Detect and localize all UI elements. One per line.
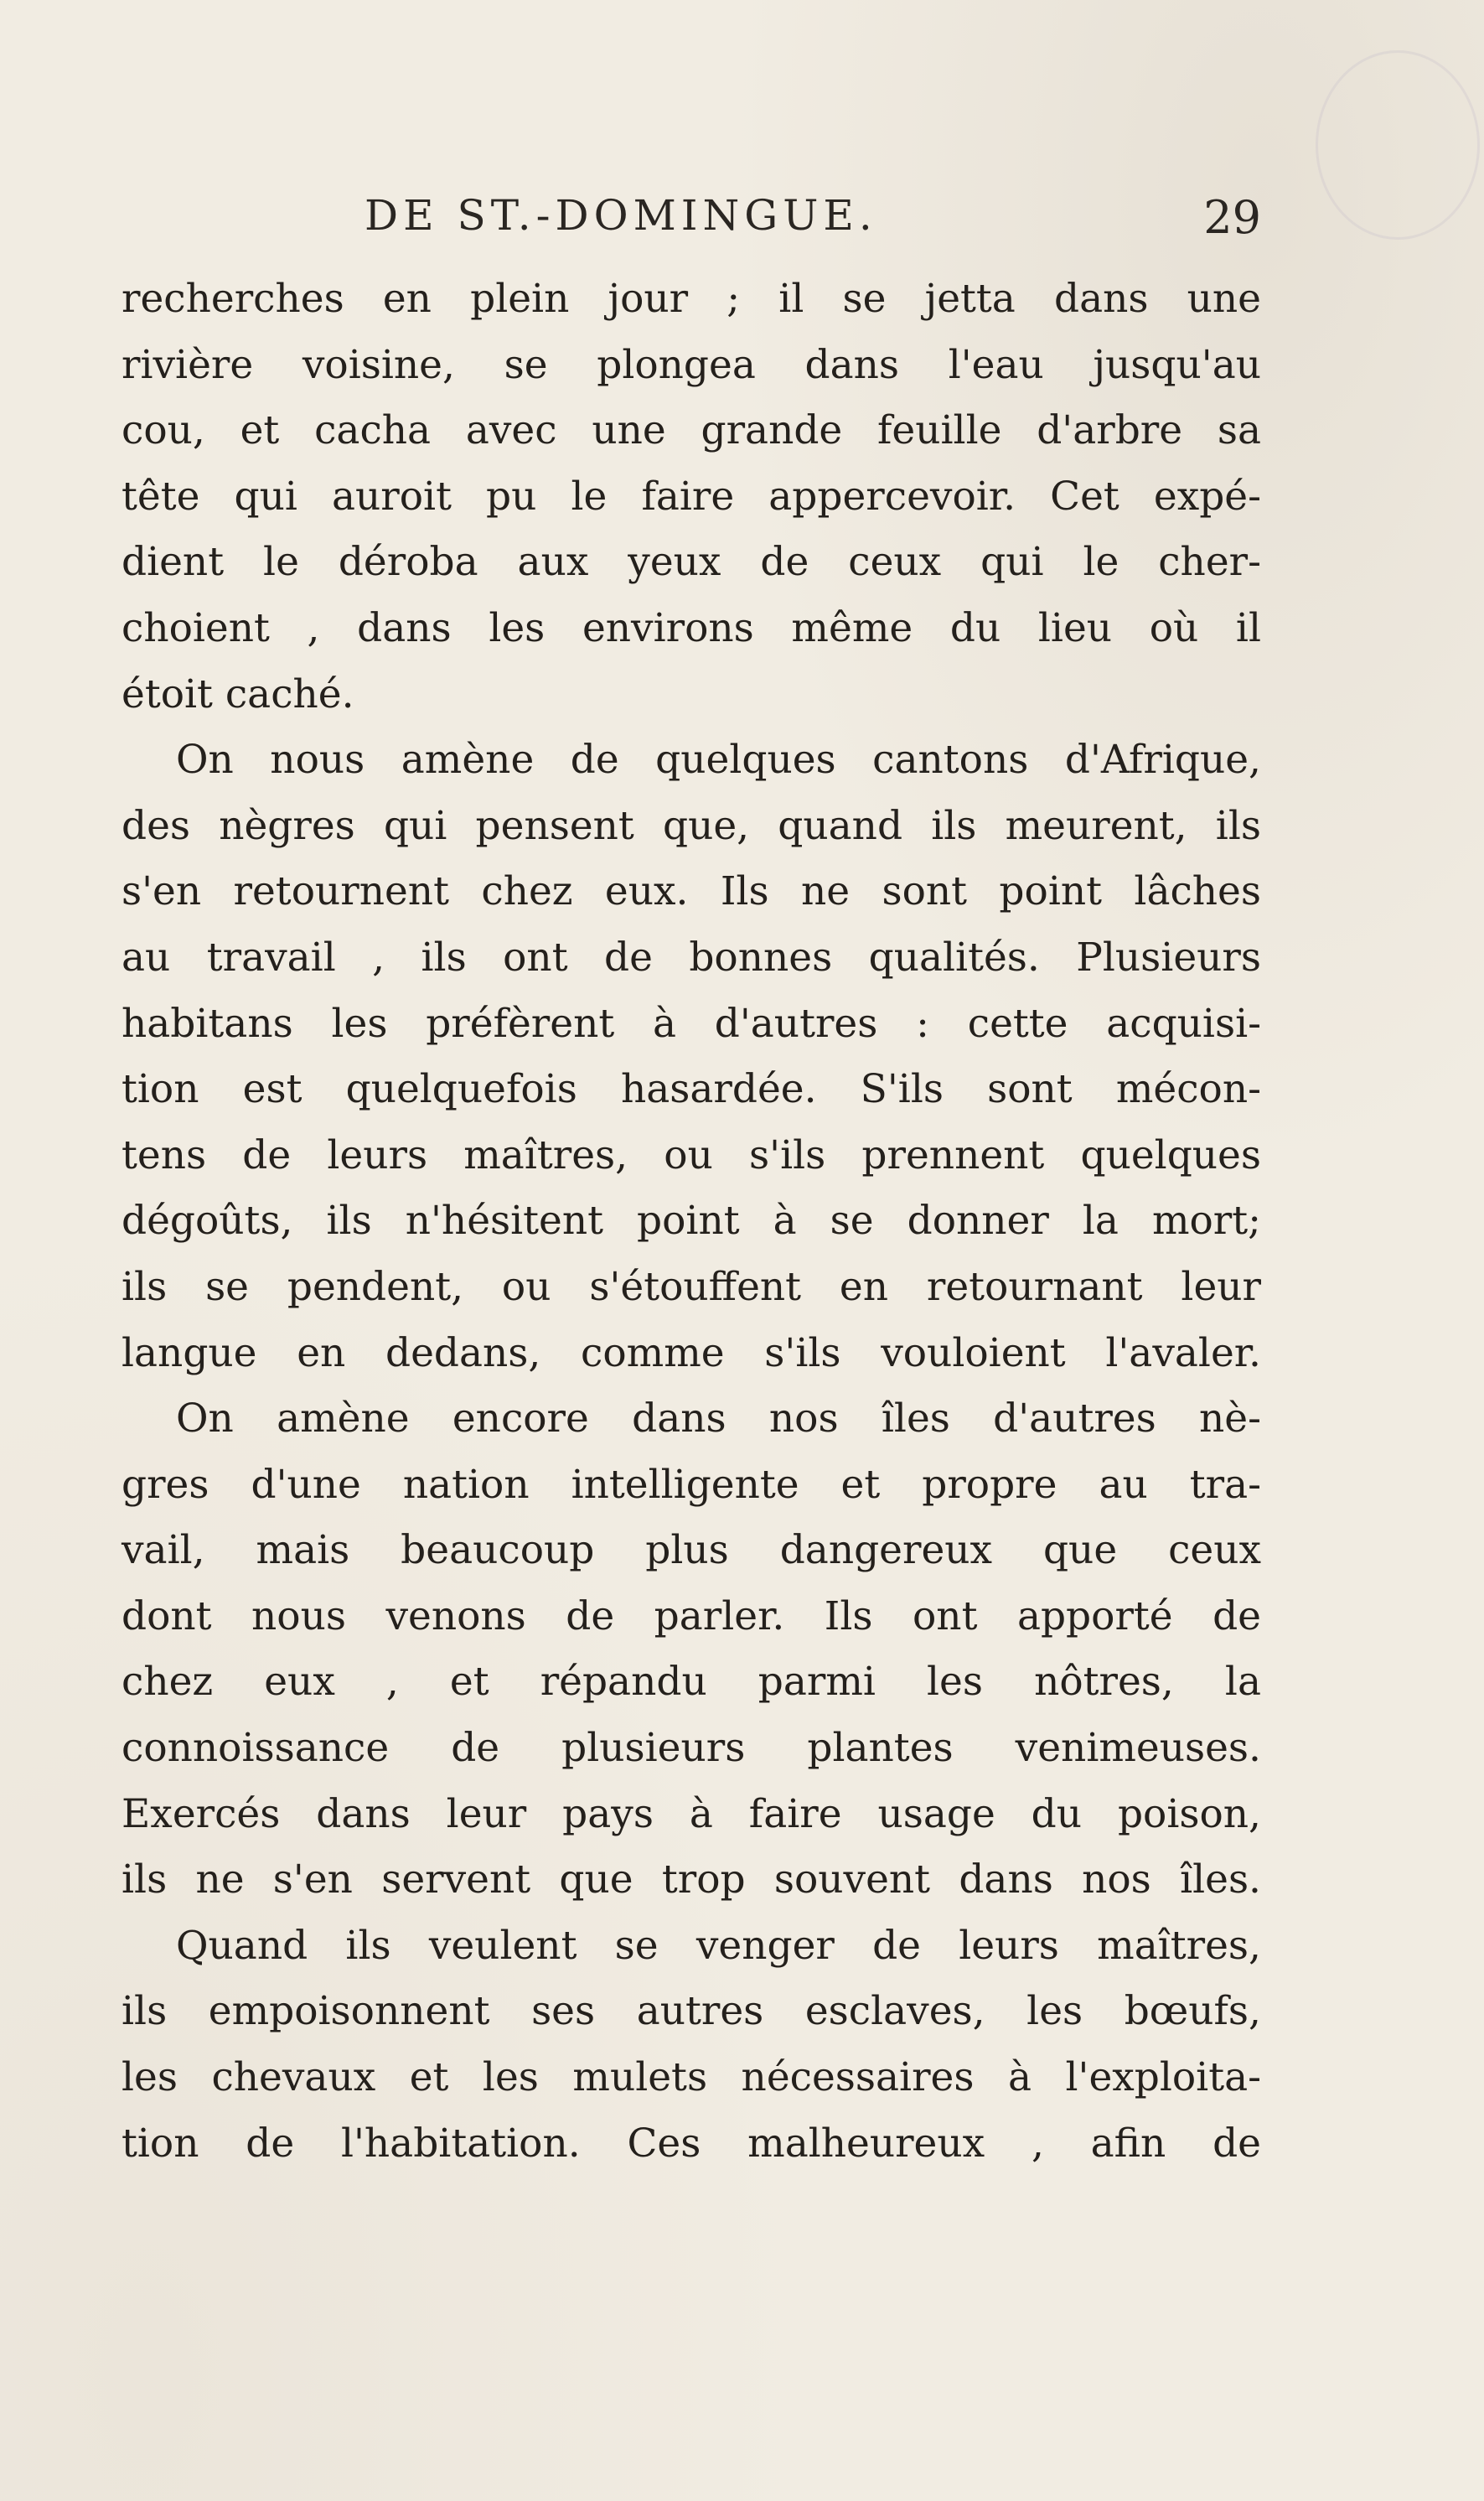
text-line: vail, mais beaucoup plus dangereux que ceux [122,1527,1261,1574]
text-line: au travail , ils ont de bonnes qualités. Plusieurs [122,934,1261,981]
text-line: s'en retournent chez eux. Ils ne sont point lâches [122,868,1261,915]
text-line: rivière voisine, se plongea dans l'eau jusqu'au [122,341,1261,388]
text-line: ils se pendent, ou s'étouffent en retournant leur [122,1263,1261,1310]
library-stamp-mark [1316,50,1480,240]
paragraph-start-line: On nous amène de quelques cantons d'Afrique, [176,737,1261,784]
text-line: ils ne s'en servent que trop souvent dans nos îles. [122,1856,1261,1903]
running-head: DE ST.-DOMINGUE. [365,191,877,240]
text-line: Exercés dans leur pays à faire usage du poison, [122,1790,1261,1837]
text-line: les chevaux et les mulets nécessaires à l'exploita- [122,2054,1261,2101]
text-line: tion de l'habitation. Ces malheureux , afin de [122,2120,1261,2167]
page-header [122,191,1261,258]
text-line: ils empoisonnent ses autres esclaves, les bœufs, [122,1988,1261,2035]
text-line: gres d'une nation intelligente et propre au tra- [122,1461,1261,1508]
text-line: dient le déroba aux yeux de ceux qui le cher- [122,539,1261,586]
text-line: langue en dedans, comme s'ils vouloient l'avaler. [122,1329,1261,1376]
text-line: des nègres qui pensent que, quand ils meurent, ils [122,802,1261,849]
text-line: tens de leurs maîtres, ou s'ils prennent quelques [122,1131,1261,1178]
paragraph-start-line: Quand ils veulent se venger de leurs maîtres, [176,1922,1261,1969]
text-line: tion est quelquefois hasardée. S'ils sont mécon- [122,1066,1261,1113]
text-line: choient , dans les environs même du lieu où il [122,604,1261,651]
text-line: habitans les préfèrent à d'autres : cette acquisi- [122,1000,1261,1047]
page-number: 29 [1203,191,1261,244]
text-line: dont nous venons de parler. Ils ont apporté de [122,1592,1261,1639]
text-line: dégoûts, ils n'hésitent point à se donner la mort; [122,1198,1261,1245]
text-line: étoit caché. [122,671,354,717]
text-line: chez eux , et répandu parmi les nôtres, la [122,1659,1261,1706]
text-line: connoissance de plusieurs plantes venimeuses. [122,1725,1261,1772]
body-text [122,267,1261,2177]
text-line: tête qui auroit pu le faire appercevoir. Cet expé- [122,473,1261,520]
paragraph-start-line: On amène encore dans nos îles d'autres nè- [176,1395,1261,1442]
text-line: cou, et cacha avec une grande feuille d'arbre sa [122,407,1261,454]
text-line: recherches en plein jour ; il se jetta dans une [122,276,1261,322]
